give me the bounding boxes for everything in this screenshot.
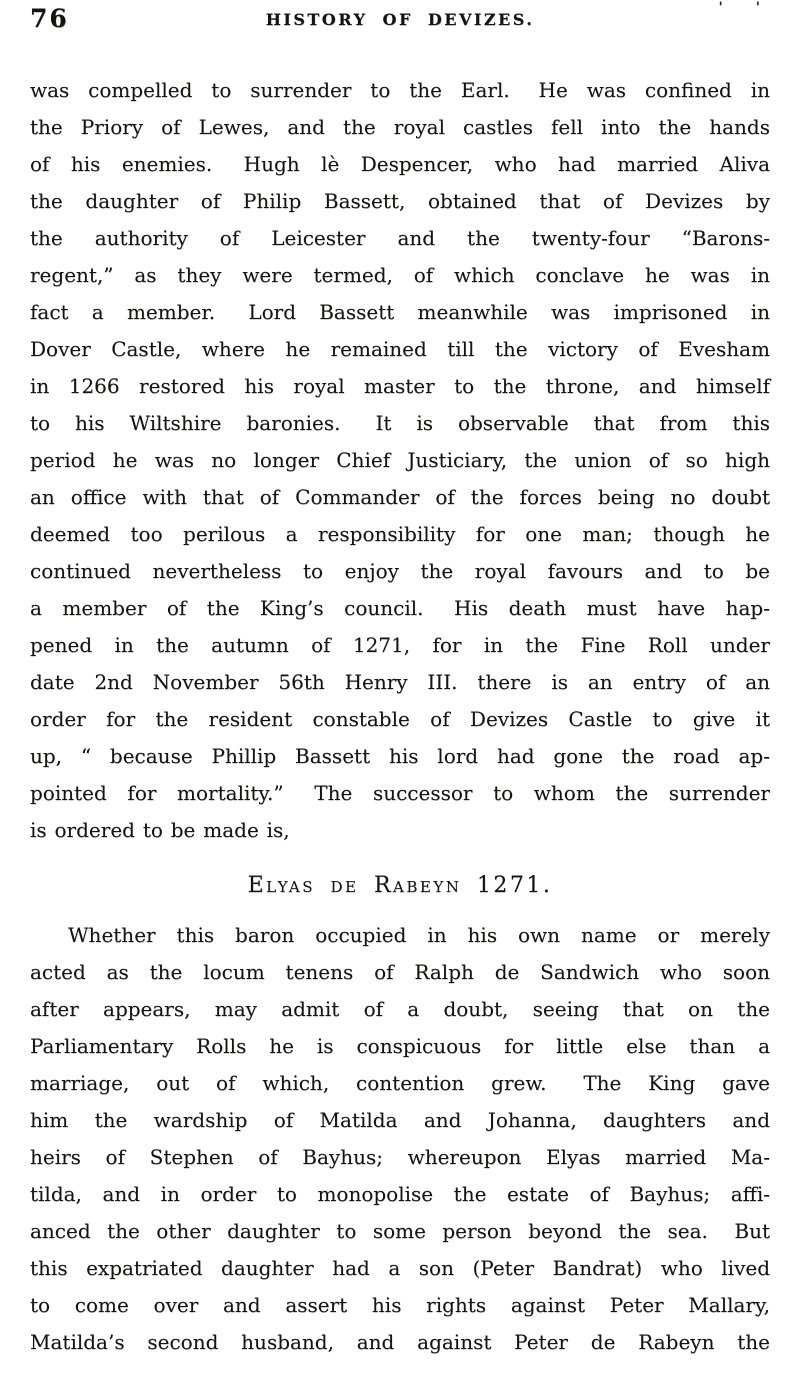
text-line: after appears, may admit of a doubt, seeing that on the xyxy=(30,997,770,1021)
text-line: him the wardship of Matilda and Johanna, daughters and xyxy=(30,1108,770,1132)
text-line: Whether this baron occupied in his own name or merely xyxy=(68,923,770,947)
text-line: date 2nd November 56th Henry III. there is an entry of an xyxy=(30,670,770,694)
text-line: is ordered to be made is, xyxy=(30,818,290,842)
text-line: order for the resident constable of Devizes Castle to give it xyxy=(30,707,770,731)
text-line: was compelled to surrender to the Earl. He was confined in xyxy=(30,78,770,102)
text-line: the daughter of Philip Bassett, obtained that of Devizes by xyxy=(30,189,770,213)
text-line: the authority of Leicester and the twenty-four “Barons- xyxy=(30,226,770,250)
text-line: up, “ because Phillip Bassett his lord had gone the road ap- xyxy=(30,744,770,768)
scan-artifact-marks: ' ' xyxy=(718,0,774,16)
text-line: in 1266 restored his royal master to the throne, and himself xyxy=(30,374,770,398)
text-line: a member of the King’s council. His death must have hap- xyxy=(30,596,770,620)
text-line: Dover Castle, where he remained till the victory of Evesham xyxy=(30,337,770,361)
text-line: the Priory of Lewes, and the royal castles fell into the hands xyxy=(30,115,770,139)
page-body xyxy=(30,72,770,1361)
text-line: heirs of Stephen of Bayhus; whereupon Elyas married Ma- xyxy=(30,1145,770,1169)
text-line: of his enemies. Hugh lè Despencer, who had married Aliva xyxy=(30,152,770,176)
text-line: continued nevertheless to enjoy the royal favours and to be xyxy=(30,559,770,583)
text-line: an office with that of Commander of the forces being no doubt xyxy=(30,485,770,509)
page-header xyxy=(0,0,800,60)
text-line: to come over and assert his rights against Peter Mallary, xyxy=(30,1293,770,1317)
paragraph-rabeyn xyxy=(30,917,770,1361)
text-line: this expatriated daughter had a son (Peter Bandrat) who lived xyxy=(30,1256,770,1280)
text-line: anced the other daughter to some person beyond the sea. But xyxy=(30,1219,770,1243)
page-number: 76 xyxy=(30,4,69,33)
text-line: fact a member. Lord Bassett meanwhile was imprisoned in xyxy=(30,300,770,324)
text-line: regent,” as they were termed, of which conclave he was in xyxy=(30,263,770,287)
text-line: deemed too perilous a responsibility for one man; though he xyxy=(30,522,770,546)
text-line: pointed for mortality.” The successor to whom the surrender xyxy=(30,781,770,805)
paragraph-bassett xyxy=(30,72,770,849)
text-line: acted as the locum tenens of Ralph de Sandwich who soon xyxy=(30,960,770,984)
text-line: Parliamentary Rolls he is conspicuous for little else than a xyxy=(30,1034,770,1058)
text-line: tilda, and in order to monopolise the estate of Bayhus; affi- xyxy=(30,1182,770,1206)
section-heading: Elyas de Rabeyn 1271. xyxy=(247,873,553,898)
text-line: period he was no longer Chief Justiciary, the union of so high xyxy=(30,448,770,472)
running-title: HISTORY OF DEVIZES. xyxy=(265,10,535,29)
text-line: pened in the autumn of 1271, for in the Fine Roll under xyxy=(30,633,770,657)
text-line: Matilda’s second husband, and against Peter de Rabeyn the xyxy=(30,1330,770,1354)
text-line: marriage, out of which, contention grew. The King gave xyxy=(30,1071,770,1095)
text-line: to his Wiltshire baronies. It is observable that from this xyxy=(30,411,770,435)
